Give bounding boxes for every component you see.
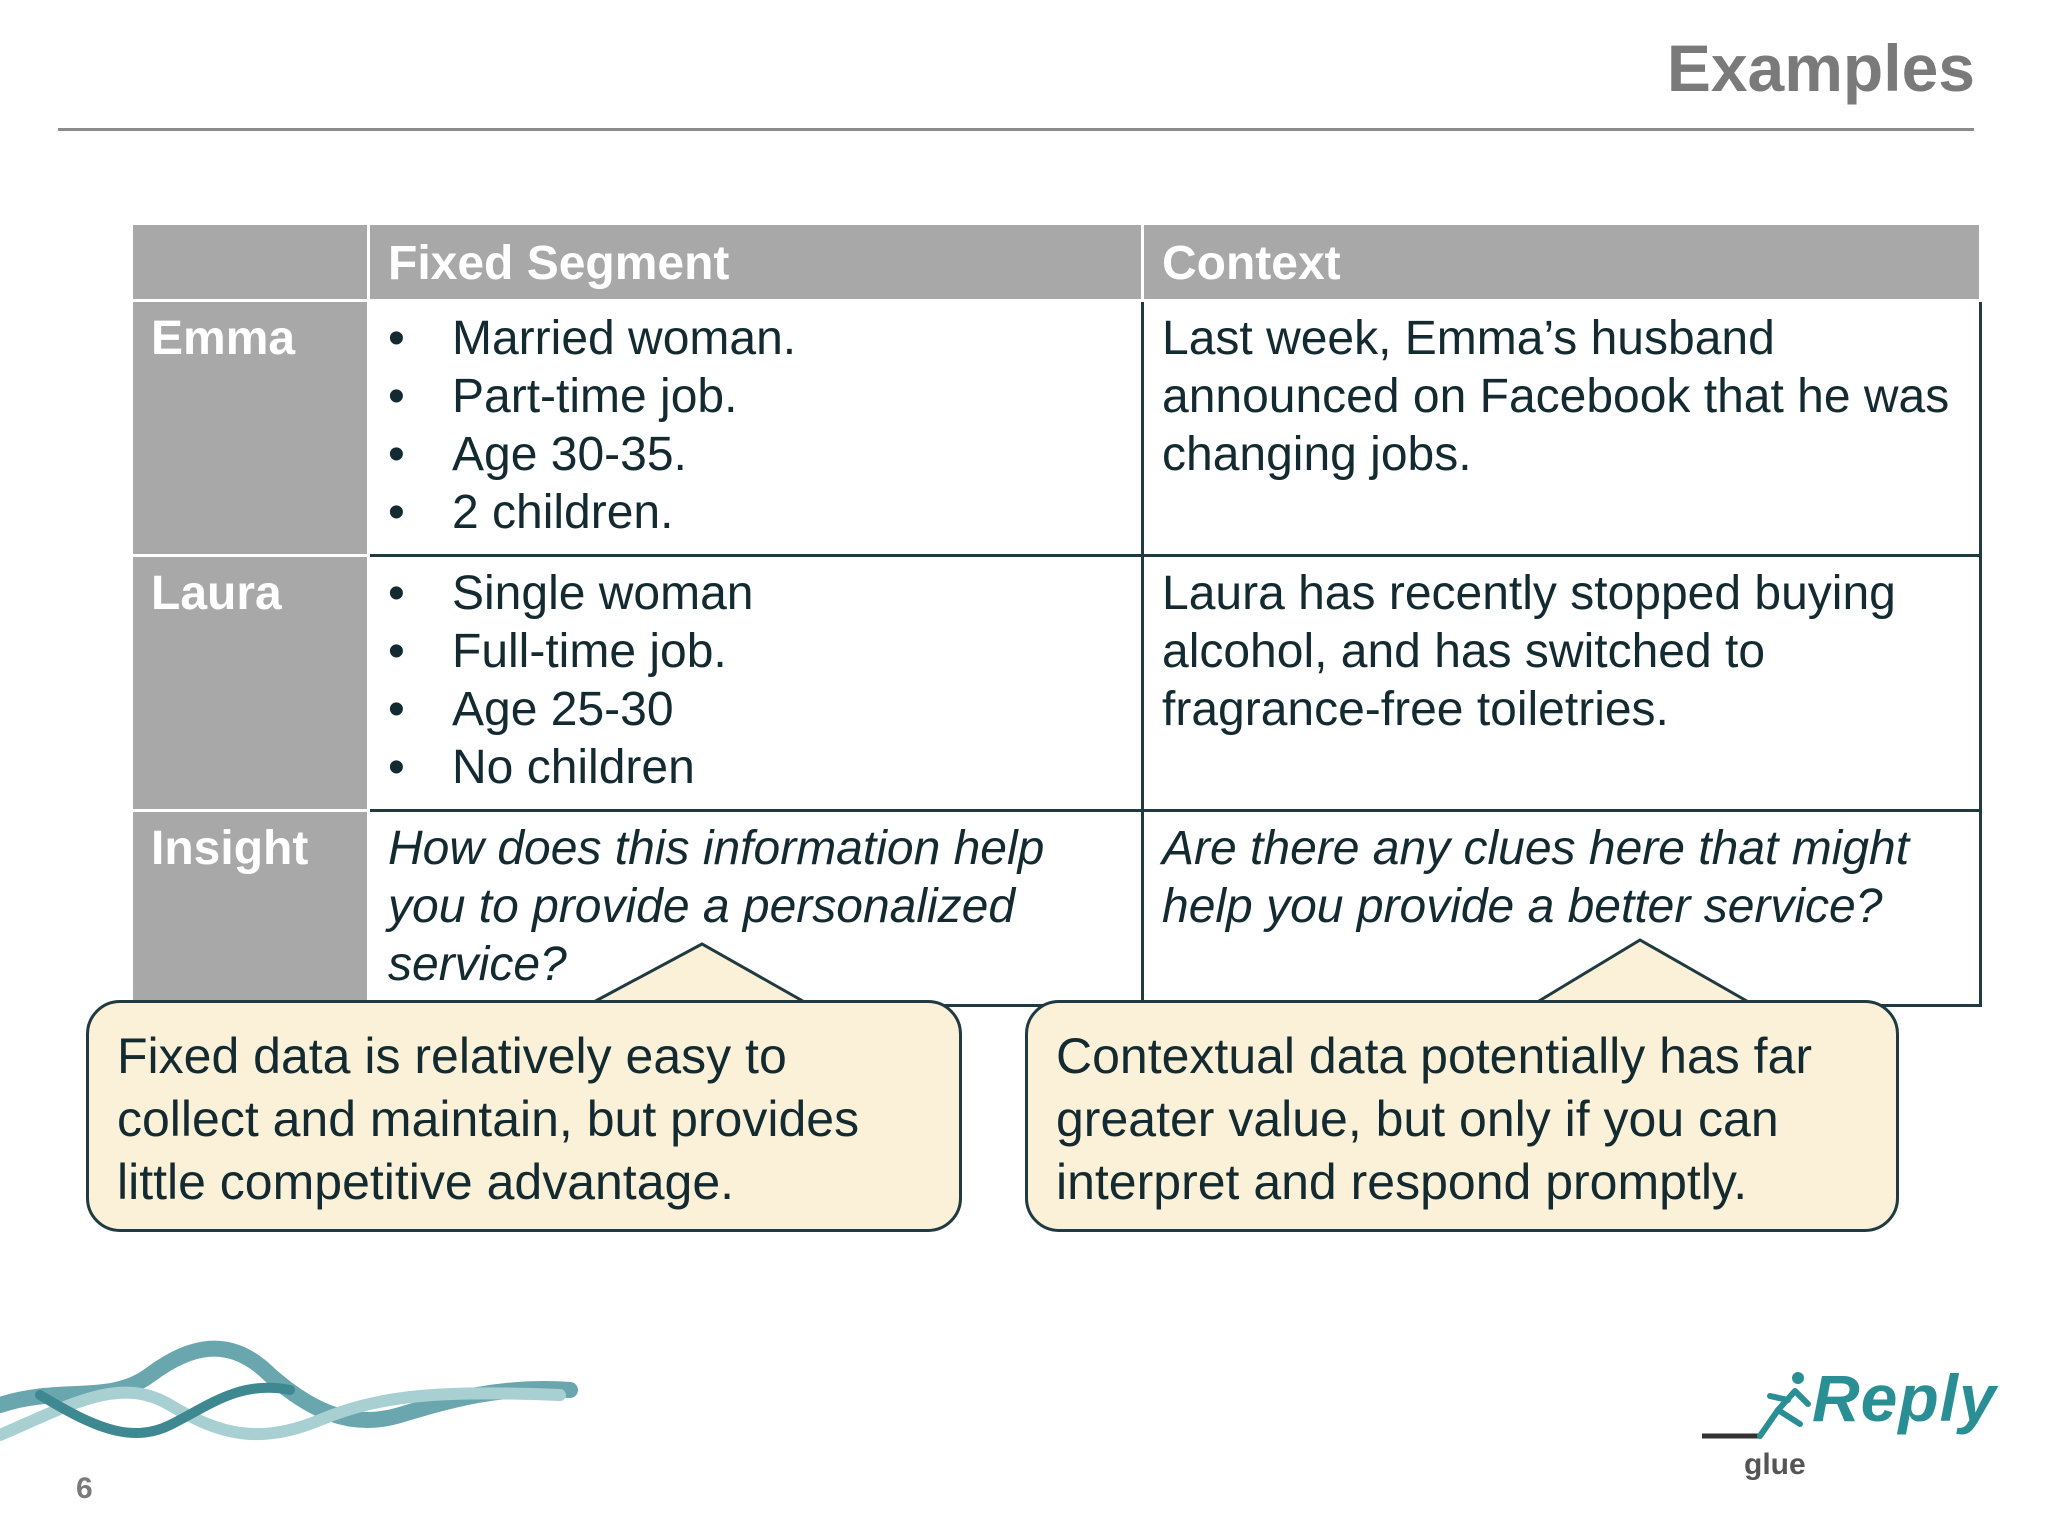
emma-fixed-segment xyxy=(369,301,1143,556)
examples-table xyxy=(130,222,1982,1007)
title-divider xyxy=(58,128,1974,131)
insight-fixed-question: How does this information help you to provide a personalized service? xyxy=(369,811,1143,1006)
list-item: • Age 30-35. xyxy=(388,426,1123,484)
row-label-insight: Insight xyxy=(132,811,369,1006)
reply-logo xyxy=(1700,1360,1997,1490)
runner-icon xyxy=(1700,1366,1815,1446)
row-label-laura: Laura xyxy=(132,556,369,811)
table-row-emma xyxy=(132,301,1981,556)
row-label-emma: Emma xyxy=(132,301,369,556)
callout-contextual-data: Contextual data potentially has far greater value, but only if you can interpret and respond promptly. xyxy=(1025,1000,1899,1232)
emma-context: Last week, Emma’s husband announced on Facebook that he was changing jobs. xyxy=(1143,301,1981,556)
insight-context-question: Are there any clues here that might help you provide a better service? xyxy=(1143,811,1981,1006)
header-context: Context xyxy=(1143,224,1981,301)
table-header-row xyxy=(132,224,1981,301)
list-item: • Age 25-30 xyxy=(388,681,1123,739)
logo-sub-text: glue xyxy=(1744,1448,1806,1481)
header-fixed-segment: Fixed Segment xyxy=(369,224,1143,301)
table-row-laura xyxy=(132,556,1981,811)
laura-fixed-segment xyxy=(369,556,1143,811)
header-empty-cell xyxy=(132,224,369,301)
callout-right-pointer xyxy=(1530,936,1760,1006)
list-item: • No children xyxy=(388,739,1123,797)
decorative-waves xyxy=(0,1335,580,1475)
list-item: • 2 children. xyxy=(388,484,1123,542)
emma-bullet-list xyxy=(388,310,1123,542)
callout-left-pointer xyxy=(590,940,820,1006)
list-item: • Single woman xyxy=(388,565,1123,623)
list-item: • Full-time job. xyxy=(388,623,1123,681)
logo-brand-text: Reply xyxy=(1812,1361,1997,1435)
laura-context: Laura has recently stopped buying alcohol, and has switched to fragrance-free toiletries. xyxy=(1143,556,1981,811)
page-title: Examples xyxy=(1666,31,1975,105)
laura-bullet-list xyxy=(388,565,1123,797)
list-item: • Married woman. xyxy=(388,310,1123,368)
page-number: 6 xyxy=(76,1472,93,1505)
callout-fixed-data: Fixed data is relatively easy to collect and maintain, but provides little competitive advantage. xyxy=(86,1000,962,1232)
list-item: • Part-time job. xyxy=(388,368,1123,426)
